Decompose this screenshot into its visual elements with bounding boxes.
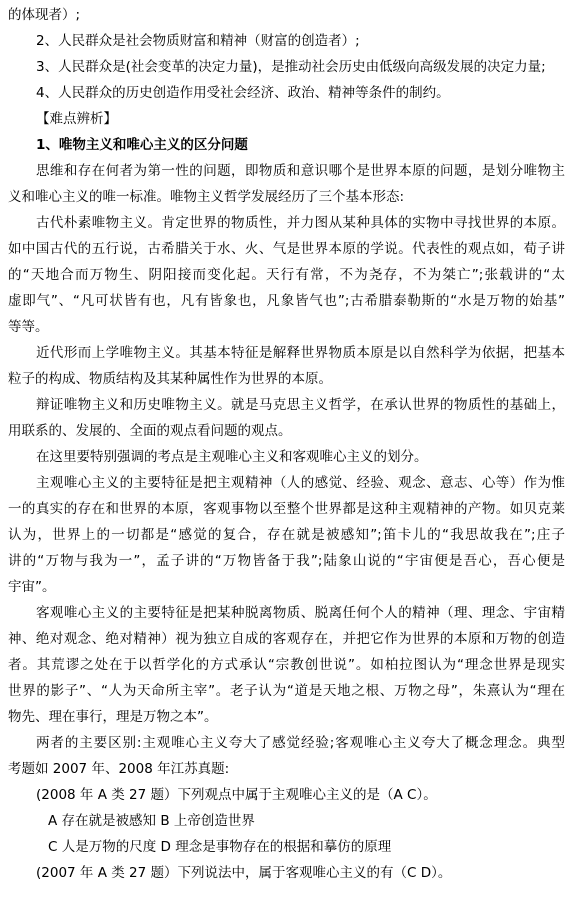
text-line: 客观唯心主义的主要特征是把某种脱离物质、脱离任何个人的精神（理、理念、宇宙精: [36, 605, 565, 621]
text-line: 义和唯心主义的唯一标准。唯物主义哲学发展经历了三个基本形态:: [8, 189, 405, 205]
text-line: 主观唯心主义的主要特征是把主观精神（人的感觉、经验、观念、意志、心等）作为惟: [36, 475, 565, 491]
text-line: 4、人民群众的历史创造作用受社会经济、政治、精神等条件的制约。: [36, 85, 450, 101]
text-line: 在这里要特别强调的考点是主观唯心主义和客观唯心主义的划分。: [36, 449, 428, 465]
text-line: 一的真实的存在和世界的本原，客观事物以至整个世界都是这种主观精神的产物。如贝克莱: [8, 501, 565, 517]
text-line: 【难点辨析】: [36, 111, 117, 127]
text-line: 宇宙”。: [8, 579, 56, 595]
text-line: A 存在就是被感知 B 上帝创造世界: [48, 813, 255, 829]
text-line: 思维和存在何者为第一性的问题，即物质和意识哪个是世界本原的问题，是划分唯物主: [36, 163, 565, 179]
text-line: 物先、理在事行，理是万物之本”。: [8, 709, 218, 725]
text-line: 如中国古代的五行说，古希腊关于水、火、气是世界本原的学说。代表性的观点如，荀子讲: [8, 241, 565, 257]
text-line: 近代形而上学唯物主义。其基本特征是解释世界物质本原是以自然科学为依据，把基本: [36, 345, 565, 361]
text-line: 考题如 2007 年、2008 年江苏真题:: [8, 761, 230, 777]
text-line: C 人是万物的尺度 D 理念是事物存在的根据和摹仿的原理: [48, 839, 392, 855]
text-line: 的“天地合而万物生、阴阳接而变化起。天行有常，不为尧存，不为桀亡”;张载讲的“太: [8, 267, 565, 283]
text-line: 虚即气”、“凡可状皆有也，凡有皆象也，凡象皆气也”;古希腊泰勒斯的“水是万物的始基”: [8, 293, 565, 309]
text-line: 2、人民群众是社会物质财富和精神（财富的创造者）;: [36, 33, 360, 49]
text-line: 者。其荒谬之处在于以哲学化的方式承认“宗教创世说”。如柏拉图认为“理念世界是现实: [8, 657, 565, 673]
text-line: (2008 年 A 类 27 题）下列观点中属于主观唯心主义的是（A C）。: [36, 787, 437, 803]
text-line: 的体现者）;: [8, 7, 81, 23]
text-line: 辩证唯物主义和历史唯物主义。就是马克思主义哲学，在承认世界的物质性的基础上，: [36, 397, 565, 413]
text-line: 粒子的构成、物质结构及其某种属性作为世界的本原。: [8, 371, 332, 387]
text-line: 世界的影子”、“人为天命所主宰”。老子认为“道是天地之根、万物之母”，朱熹认为“理在: [8, 683, 565, 699]
text-line: 用联系的、发展的、全面的观点看问题的观点。: [8, 423, 292, 439]
text-line: 3、人民群众是(社会变革的决定力量)，是推动社会历史由低级向高级发展的决定力量;: [36, 59, 546, 75]
text-line: 1、唯物主义和唯心主义的区分问题: [36, 137, 248, 153]
text-line: 古代朴素唯物主义。肯定世界的物质性，并力图从某种具体的实物中寻找世界的本原。: [36, 215, 565, 231]
text-line: 等等。: [8, 319, 49, 335]
text-line: (2007 年 A 类 27 题）下列说法中，属于客观唯心主义的有（C D）。: [36, 865, 452, 881]
text-line: 神、绝对观念、绝对精神）视为独立自成的客观存在，并把它作为世界的本原和万物的创造: [8, 631, 565, 647]
text-line: 两者的主要区别:主观唯心主义夸大了感觉经验;客观唯心主义夸大了概念理念。典型: [36, 735, 565, 751]
text-line: 讲的“万物与我为一”，孟子讲的“万物皆备于我”;陆象山说的“宇宙便是吾心，吾心便是: [8, 553, 565, 569]
text-line: 认为，世界上的一切都是“感觉的复合，存在就是被感知”;笛卡儿的“我思故我在”;庄子: [8, 527, 565, 543]
